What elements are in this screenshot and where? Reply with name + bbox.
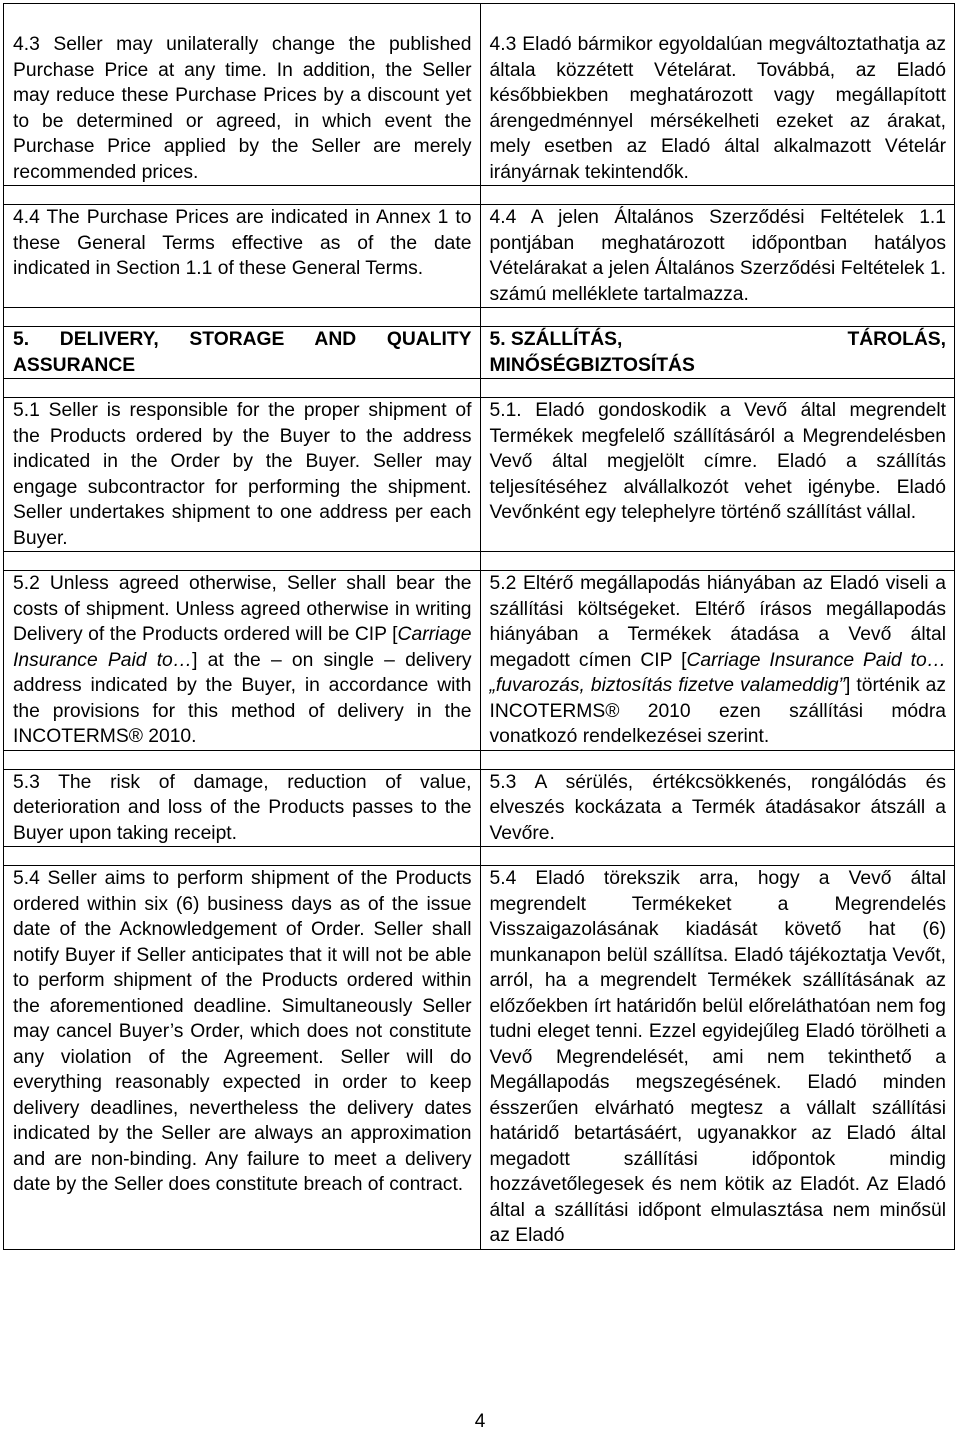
clause-5-2-en-text-a: 5.2 Unless agreed otherwise, Seller shall bear the costs of shipment. Unless agreed otherwise in writing Delivery of the Products ordered will be CIP [ [13,573,472,645]
clause-5-2-hu-text-a: 5.2 Eltérő megállapodás hiányában az Eladó viseli a szállítási költségeket. Eltérő írásos megállapodás hiányában a Termékek átadása a Vevő által megadott címen CIP [ [489,573,946,671]
heading-hu-part-2: TÁROLÁS, [847,329,946,350]
clause-5-2-english [4,571,481,751]
clause-5-2-hu-text-b: ] történik az INCOTERMS® 2010 ezen szállítási módra vonatkozó rendelkezései szerint. [489,675,946,747]
spacer-row [4,186,955,205]
clause-5-4-hungarian: 5.4 Eladó törekszik arra, hogy a Vevő által megrendelt Termékeket a Megrendelés Visszaigazolásának kiadását követő hat (6) munkanapon belül szállítsa. Eladó tájékoztatja Vevőt, arról, ha a megrendelt Termékek szállításának az előzőekben írt határidőn belül előreláthatóan nem fog tudni eleget tenni. Ezzel egyidejűleg Eladó törölheti a Vevő Megrendelését, ami nem tekinthető a Megállapodás megszegésének. Eladó minden ésszerűen elvárható megtesz a vállalt szállítási határidő betartásáért, ugyanakkor az Eladó által megadott szállítási időpontok mindig hozzávetőlegesek és nem kötik az Eladót. Az Eladó által a szállítási időpont elmulasztása nem minősül az Eladó [480,866,955,1250]
clause-4-3-hungarian: 4.3 Eladó bármikor egyoldalúan megváltoztathatja az általa közzétett Vételárat. Továbbá, az Eladó későbbiekben meghatározott vagy megállapított árengedménnyel mérsékelheti ezeket az árakat, mely esetben az Eladó által alkalmazott Vételár irányárnak tekintendők. [480,4,955,186]
clause-5-3-english: 5.3 The risk of damage, reduction of value, deterioration and loss of the Products passes to the Buyer upon taking receipt. [4,769,481,847]
section-5-heading-english: 5. DELIVERY, STORAGE AND QUALITY ASSURANCE [4,327,481,379]
clause-row-5-1 [4,398,955,552]
clause-4-4-english: 4.4 The Purchase Prices are indicated in Annex 1 to these General Terms effective as of the date indicated in Section 1.1 of these General Terms. [4,205,481,308]
clause-5-1-hungarian: 5.1. Eladó gondoskodik a Vevő által megrendelt Termékek megfelelő szállításáról a Megrendelésben Vevő által megjelölt címre. Eladó a szállítás teljesítéséhez alvállalkozót vehet igénybe. Eladó Vevőnként egy telephelyre történő szállítást vállal. [480,398,955,552]
section-5-heading-row [4,327,955,379]
spacer-row [4,552,955,571]
clause-5-1-english: 5.1 Seller is responsible for the proper shipment of the Products ordered by the Buyer to the address indicated in the Order by the Buyer. Seller may engage subcontractor for performing the shipment. Seller undertakes shipment to one address per each Buyer. [4,398,481,552]
spacer-row [4,379,955,398]
spacer-row [4,308,955,327]
clause-5-2-hu-incoterm: Carriage Insurance Paid to… „fuvarozás, biztosítás fizetve valameddig” [489,649,946,696]
heading-hu-part-1: 5. SZÁLLÍTÁS, [489,329,623,350]
clause-5-4-english: 5.4 Seller aims to perform shipment of the Products ordered within six (6) business days as of the issue date of the Acknowledgement of Order. Seller shall notify Buyer if Seller anticipates that it will not be able to perform shipment of the Products ordered within the aforementioned deadline. Simultaneously Seller may cancel Buyer’s Order, which does not constitute any violation of the Agreement. Seller will do everything reasonably expected in order to keep delivery deadlines, nevertheless the delivery dates indicated by the Seller are always an approximation and are non-binding. Any failure to meet a delivery date by the Seller does constitute breach of contract. [4,866,481,1250]
page-number: 4 [474,1411,486,1432]
clause-4-3-english: 4.3 Seller may unilaterally change the published Purchase Price at any time. In addition, the Seller may reduce these Purchase Prices by a discount yet to be determined or agreed, in which event the Purchase Price applied by the Seller are merely recommended prices. [4,4,481,186]
heading-hu-part-3: MINŐSÉGBIZTOSÍTÁS [489,354,695,376]
spacer-row [4,750,955,769]
clause-5-2-en-text-b: ] at the – on single – delivery address indicated by the Buyer, in accordance with the provisions for this method of delivery in the INCOTERMS® 2010. [13,649,472,747]
clause-row-4-3 [4,4,955,186]
clause-row-5-3 [4,769,955,847]
clause-4-4-hungarian: 4.4 A jelen Általános Szerződési Feltételek 1.1 pontjában meghatározott időpontban hatályos Vételárakat a jelen Általános Szerződési Feltételek 1. számú melléklete tartalmazza. [480,205,955,308]
clause-5-3-hungarian: 5.3 A sérülés, értékcsökkenés, rongálódás és elveszés kockázata a Termék átadásakor átszáll a Vevőre. [480,769,955,847]
clause-row-5-4 [4,866,955,1250]
clause-row-5-2 [4,571,955,751]
section-5-heading-hungarian [480,327,955,379]
bilingual-terms-table [3,3,955,1250]
clause-row-4-4 [4,205,955,308]
spacer-row [4,847,955,866]
clause-5-2-hungarian [480,571,955,751]
clause-5-2-en-incoterm: Carriage Insurance Paid to… [13,624,472,671]
